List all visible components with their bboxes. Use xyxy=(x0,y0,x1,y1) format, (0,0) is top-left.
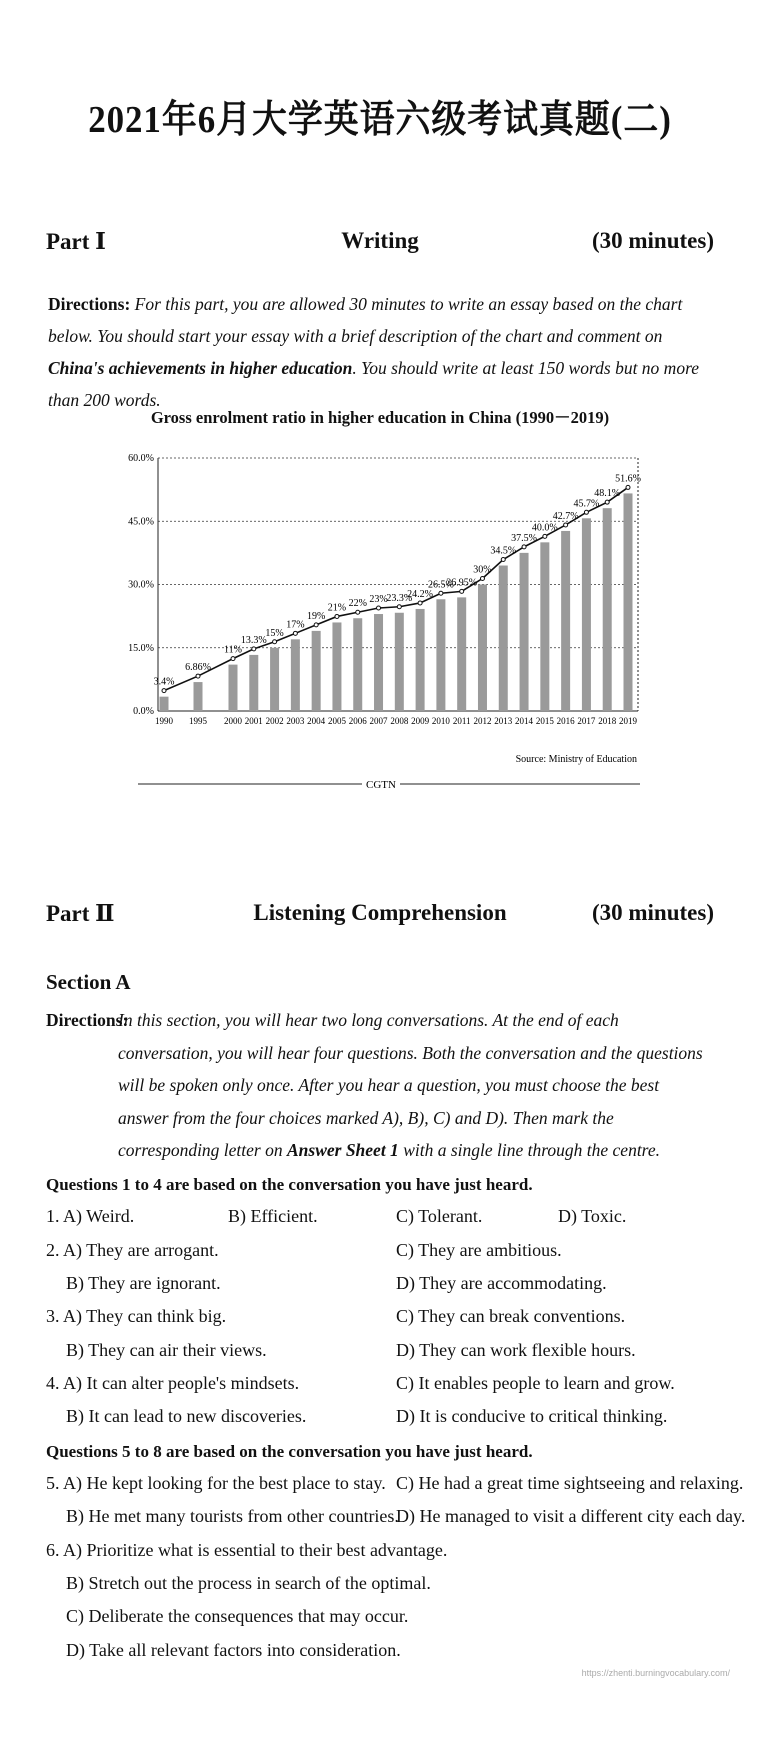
x-tick-label: 2013 xyxy=(494,716,513,726)
x-tick-label: 2019 xyxy=(619,716,637,726)
value-label: 34.5% xyxy=(490,545,517,557)
q4-option-d: D) It is conducive to critical thinking. xyxy=(396,1406,668,1426)
trend-point xyxy=(377,606,381,610)
chart-x-ticks xyxy=(155,716,638,726)
bar xyxy=(291,639,300,711)
bar xyxy=(194,682,203,711)
x-tick-label: 2007 xyxy=(369,716,388,726)
value-label: 19% xyxy=(306,610,326,622)
value-label: 45.7% xyxy=(573,498,600,510)
x-tick-label: 2018 xyxy=(598,716,617,726)
value-label: 30% xyxy=(473,564,492,576)
q5-option-d: D) He managed to visit a different city each day. xyxy=(396,1506,746,1526)
bar xyxy=(160,697,169,711)
value-label: 51.6% xyxy=(615,473,641,485)
y-tick-label: 30.0% xyxy=(128,579,154,591)
trend-point xyxy=(564,523,568,527)
q4-option-a: 4. A) It can alter people's mindsets. xyxy=(46,1373,300,1393)
q6-option-b: B) Stretch out the process in search of the optimal. xyxy=(66,1573,431,1593)
part-1-label: Part Ⅰ xyxy=(46,229,106,254)
q2-option-d: D) They are accommodating. xyxy=(396,1273,607,1293)
bar xyxy=(561,531,570,711)
trend-point xyxy=(314,623,318,627)
q1-option-a: 1. A) Weird. xyxy=(46,1206,135,1226)
x-tick-label: 2011 xyxy=(452,716,471,726)
value-label: 15% xyxy=(265,627,284,639)
trend-point xyxy=(231,657,235,661)
q4-option-b: B) It can lead to new discoveries. xyxy=(66,1406,307,1426)
bar xyxy=(499,566,508,711)
value-label: 23% xyxy=(369,594,388,606)
part-1-time: (30 minutes) xyxy=(591,228,714,253)
answer-sheet-emphasis: Answer Sheet 1 xyxy=(286,1140,399,1160)
part-2-time: (30 minutes) xyxy=(591,900,714,925)
x-tick-label: 2000 xyxy=(224,716,242,726)
q3-option-c: C) They can break conventions. xyxy=(396,1306,626,1326)
x-tick-label: 2005 xyxy=(327,716,346,726)
y-tick-label: 0.0% xyxy=(133,706,154,717)
bar xyxy=(416,609,425,711)
q1-option-c: C) Tolerant. xyxy=(396,1206,483,1226)
part-1-name: Writing xyxy=(341,228,419,253)
trend-point xyxy=(273,640,277,644)
x-tick-label: 2002 xyxy=(265,716,284,726)
bar xyxy=(457,597,466,711)
directions-text-2: . You should write at least 150 words but no more than 200 words. xyxy=(48,358,699,410)
chart-source: Source: Ministry of Education xyxy=(515,754,637,765)
x-tick-label: 2004 xyxy=(307,716,326,726)
q2-option-b: B) They are ignorant. xyxy=(66,1273,221,1293)
trend-point xyxy=(252,647,256,651)
bar xyxy=(540,542,549,711)
question-group-heading-1: Questions 1 to 4 are based on the conversation you have just heard. xyxy=(46,1175,533,1194)
trend-point xyxy=(605,500,609,504)
value-label: 17% xyxy=(286,619,305,631)
value-label: 26.95% xyxy=(446,577,478,589)
chart-y-ticks xyxy=(128,453,154,717)
trend-point xyxy=(460,589,464,593)
bar xyxy=(582,518,591,711)
trend-point xyxy=(397,605,401,609)
trend-point xyxy=(480,577,484,581)
part-2-label: Part Ⅱ xyxy=(46,901,115,926)
directions-emphasis: China's achievements in higher education xyxy=(48,358,353,378)
page-title: 2021年6月大学英语六级考试真题(二) xyxy=(88,99,672,141)
chart-title: Gross enrolment ratio in higher education in China (1990－2019) xyxy=(150,408,610,427)
value-label: 22% xyxy=(348,598,367,610)
q2-option-a: 2. A) They are arrogant. xyxy=(46,1240,219,1260)
q3-option-d: D) They can work flexible hours. xyxy=(396,1340,636,1360)
trend-point xyxy=(418,601,422,605)
trend-point xyxy=(162,689,166,693)
listening-directions xyxy=(46,1004,714,1174)
x-tick-label: 2009 xyxy=(411,716,430,726)
x-tick-label: 1990 xyxy=(155,716,173,726)
trend-point xyxy=(293,631,297,635)
bar xyxy=(353,618,362,711)
bar xyxy=(249,655,258,711)
x-tick-label: 2006 xyxy=(348,716,367,726)
bar xyxy=(374,614,383,711)
q1-option-b: B) Efficient. xyxy=(228,1206,318,1226)
trend-point xyxy=(522,545,526,549)
q5-option-c: C) He had a great time sightseeing and relaxing. xyxy=(396,1473,744,1493)
trend-point xyxy=(439,591,443,595)
watermark: https://zhenti.burningvocabulary.com/ xyxy=(581,1668,730,1678)
x-tick-label: 2010 xyxy=(431,716,450,726)
value-label: 48.1% xyxy=(594,488,621,500)
bar xyxy=(395,613,404,711)
q6-option-a: 6. A) Prioritize what is essential to their best advantage. xyxy=(46,1540,448,1560)
trend-point xyxy=(356,610,360,614)
bar xyxy=(603,508,612,711)
trend-point xyxy=(196,674,200,678)
x-tick-label: 2016 xyxy=(556,716,575,726)
section-a-heading: Section A xyxy=(46,970,131,994)
q1-option-d: D) Toxic. xyxy=(558,1206,627,1226)
trend-point xyxy=(584,510,588,514)
directions-label: Directions: xyxy=(48,294,131,314)
part-1-header xyxy=(46,228,714,262)
q5-option-b: B) He met many tourists from other countries. xyxy=(66,1506,399,1526)
bar xyxy=(520,553,529,711)
bar xyxy=(332,622,341,711)
trend-point xyxy=(501,558,505,562)
value-label: 42.7% xyxy=(552,510,579,522)
trend-point xyxy=(335,614,339,618)
value-label: 11% xyxy=(224,644,242,656)
value-label: 24.2% xyxy=(407,588,434,600)
bar xyxy=(624,493,633,711)
listening-directions-text xyxy=(118,1004,714,1167)
y-tick-label: 60.0% xyxy=(128,453,154,464)
value-label: 40.0% xyxy=(531,522,558,534)
value-label: 13.3% xyxy=(240,634,267,646)
x-tick-label: 2003 xyxy=(286,716,305,726)
value-label: 37.5% xyxy=(511,532,537,544)
q5-option-a: 5. A) He kept looking for the best place to stay. xyxy=(46,1473,386,1493)
bar xyxy=(270,648,279,711)
listening-directions-label: Directions: xyxy=(46,1010,129,1030)
q3-option-b: B) They can air their views. xyxy=(66,1340,267,1360)
value-label: 3.4% xyxy=(153,676,175,688)
x-tick-label: 2012 xyxy=(473,716,492,726)
x-tick-label: 2001 xyxy=(244,716,263,726)
q6-option-c: C) Deliberate the consequences that may occur. xyxy=(66,1606,409,1626)
bar xyxy=(229,665,238,711)
x-tick-label: 2015 xyxy=(535,716,554,726)
x-tick-label: 2014 xyxy=(515,716,534,726)
q2-option-c: C) They are ambitious. xyxy=(396,1240,562,1260)
value-label: 26.5% xyxy=(427,579,454,591)
x-tick-label: 1995 xyxy=(189,716,207,726)
part-2-header xyxy=(46,900,714,934)
trend-point xyxy=(626,485,630,489)
x-tick-label: 2017 xyxy=(577,716,596,726)
bar xyxy=(478,585,487,712)
bar xyxy=(436,599,445,711)
part-2-name: Listening Comprehension xyxy=(253,900,507,925)
listening-directions-text-2: with a single line through the centre. xyxy=(398,1140,660,1160)
trend-point xyxy=(543,534,547,538)
y-tick-label: 15.0% xyxy=(128,642,154,654)
value-label: 6.86% xyxy=(185,662,211,674)
writing-directions xyxy=(48,288,714,416)
bar xyxy=(312,631,321,711)
q6-option-d: D) Take all relevant factors into consideration. xyxy=(66,1640,401,1660)
y-tick-label: 45.0% xyxy=(128,516,154,528)
value-label: 21% xyxy=(327,602,347,614)
directions-text-1: For this part, you are allowed 30 minutes to write an essay based on the chart below. You should start your essay with a brief description of the chart and comment on xyxy=(48,294,683,346)
value-label: 23.3% xyxy=(386,592,413,604)
q4-option-c: C) It enables people to learn and grow. xyxy=(396,1373,675,1393)
question-group-heading-2: Questions 5 to 8 are based on the conversation you have just heard. xyxy=(46,1442,533,1461)
enrolment-chart xyxy=(100,430,660,800)
x-tick-label: 2008 xyxy=(390,716,409,726)
q3-option-a: 3. A) They can think big. xyxy=(46,1306,227,1326)
chart-credit: CGTN xyxy=(366,779,396,791)
listening-directions-text-1: In this section, you will hear two long conversations. At the end of each conversation, you will hear four questions. Both the conversation and the questions will be spoken only once. After you hear a question, you must choose the best answer from the four choices marked A), B), C) and D). Then mark the corresponding letter on xyxy=(118,1010,703,1160)
